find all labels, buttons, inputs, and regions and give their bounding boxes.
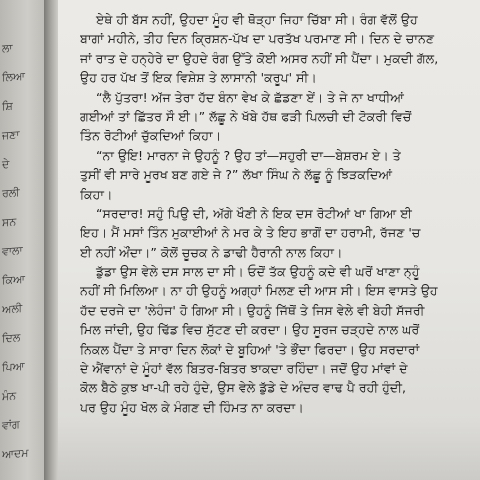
text-line: ਹੱਦ ਦਰਜੇ ਦਾ 'ਲੇਹੰਜ' ਹੋ ਗਿਆ ਸੀ। ਉਹਨੂੰ ਜਿੱਥੋਂ ਤੇ ਜਿਸ ਵੇਲੇ ਵੀ ਬੇਹੀ ਸੱਜਰੀ	[80, 302, 425, 318]
text-line: ਕਿਹਾ।	[80, 186, 113, 202]
text-line: ਨਹੀਂ ਸੀ ਮਿਲਿਆ। ਨਾ ਹੀ ਉਹਨੂੰ ਅਗ੍ਹਾਂ ਮਿਲਣ ਦੀ ਆਸ ਸੀ। ਇਸ ਵਾਸਤੇ ਉਹ	[80, 283, 438, 299]
facing-page-fragment: ਮੰਨ	[2, 389, 17, 404]
facing-page-fragment: ਵਾਲਾ	[2, 243, 23, 259]
facing-page-fragment: ਸਨ	[2, 215, 17, 230]
text-line: “ਲੈ ਪੁੱਤਰਾ! ਅੱਜ ਤੇਰਾ ਹੱਦ ਬੰਨਾ ਵੇਖ ਕੇ ਛੱਡਣਾ ਏਂ। ਤੇ ਜੇ ਨਾ ਖਾਧੀਆਂ	[96, 89, 405, 105]
page-text	[80, 10, 472, 417]
facing-page-fragment: ਲਾ	[2, 41, 13, 56]
text-line: ਜਾਂ ਰਾਤ ਦੇ ਹਨ੍ਹੇਰੇ ਦਾ ਉਹਦੇ ਰੰਗ ਉੱਤੇ ਕੋਈ ਅਸਰ ਨਹੀਂ ਸੀ ਪੈਂਦਾ। ਮੁਕਦੀ ਗੱਲ,	[80, 50, 439, 66]
text-line: ਇਹ। ਮੈਂ ਮਸਾਂ ਤਿੰਨ ਮੁਕਾਈਆਂ ਨੇ ਮਰ ਕੇ ਤੇ ਇਹ ਭਾਗੋਂ ਦਾ ਹਰਾਮੀ, ਰੱਜਣ 'ਚ	[80, 225, 421, 241]
facing-page-fragment: ਕਿਆ	[2, 272, 26, 288]
facing-page-fragment: ਲਿਆ	[2, 69, 25, 85]
text-line: ਪਰ ਉਹ ਮੂੰਹ ਖੋਲ ਕੇ ਮੰਗਣ ਦੀ ਹਿੰਮਤ ਨਾ ਕਰਦਾ।	[80, 399, 304, 415]
text-line: ਏਥੇ ਹੀ ਬੱਸ ਨਹੀਂ, ਉਹਦਾ ਮੂੰਹ ਵੀ ਥੋੜ੍ਹਾ ਜਿਹਾ ਚਿੱਬਾ ਸੀ। ਰੰਗ ਵੱਲੋਂ ਉਹ	[96, 12, 418, 27]
text-line: ਤਿੰਨ ਰੋਟੀਆਂ ਚੁੱਕਦਿਆਂ ਕਿਹਾ।	[80, 128, 222, 144]
facing-page-fragment: ਰਲੀ	[2, 185, 20, 201]
facing-page-fragment: ਸ਼ਿ	[2, 99, 13, 114]
text-line: ਦੇ ਐਂਵਾਨਾਂ ਦੇ ਮੂੰਹਾਂ ਵੱਲ ਬਿਤਰ-ਬਿਤਰ ਝਾਕਦਾ ਰਹਿੰਦਾ। ਜਦੋਂ ਉਹ ਮਾਂਵਾਂ ਦੇ	[80, 361, 408, 377]
text-line: ਤੁਸੀਂ ਵੀ ਸਾਰੇ ਮੂਰਖ ਬਣ ਗਏ ਜੇ ?” ਲੱਖਾ ਸਿੰਘ ਨੇ ਲੱਛੂ ਨੂੰ ਝਿੜਕਦਿਆਂ	[80, 167, 393, 183]
text-line: ਡੁੱਡਾ ਉਸ ਵੇਲੇ ਦਸ ਸਾਲ ਦਾ ਸੀ। ਓਦੋਂ ਤੱਕ ਉਹਨੂੰ ਕਦੇ ਵੀ ਘਰੋਂ ਖਾਣਾ ਨ੍ਹੂੰ	[96, 264, 420, 280]
text-line: “ਸਰਦਾਰ! ਸਹੁੰ ਪਿਉ ਦੀ, ਅੱਗੇ ਖੌਣੀ ਨੇ ਇਕ ਦਸ ਰੋਟੀਆਂ ਖਾ ਗਿਆ ਈ	[96, 205, 412, 221]
text-line: “ਨਾ ਉਇ! ਮਾਰਨਾ ਜੇ ਉਹਨੂੰ ? ਉਹ ਤਾਂ—ਸਹੁਰੀ ਦਾ—ਬੇਸ਼ਰਮ ਏ। ਤੇ	[96, 147, 401, 163]
facing-page	[0, 0, 46, 480]
text-line: ਮਿਲ ਜਾਂਦੀ, ਉਹ ਢਿੱਡ ਵਿਚ ਸੁੱਟਣ ਦੀ ਕਰਦਾ। ਉਹ ਸੂਰਜ ਚੜ੍ਹਦੇ ਨਾਲ ਘਰੋਂ	[80, 322, 420, 338]
text-line: ਬਾਗਾਂ ਮਹੀਨੇ, ਤੀਹ ਦਿਨ ਕ੍ਰਿਸ਼ਨ-ਪੱਖ ਦਾ ਪਰਤੱਖ ਪਰਮਾਣ ਸੀ। ਦਿਨ ਦੇ ਚਾਨਣ	[80, 31, 435, 47]
facing-page-fragment: ਵਾਂਗ	[2, 417, 20, 433]
text-line: ਉਹ ਹਰ ਪੱਖ ਤੋਂ ਇਕ ਵਿਸ਼ੇਸ਼ ਤੇ ਲਾਸਾਨੀ 'ਕਰੂਪ' ਸੀ।	[80, 70, 317, 86]
page-shadow	[58, 420, 480, 480]
book-page	[58, 0, 480, 480]
facing-page-fragment: ਪਿਆ	[2, 359, 25, 375]
facing-page-fragment: ਜਣਾ	[2, 127, 20, 143]
text-line: ਗਈਆਂ ਤਾਂ ਛਿੱਤਰ ਸੌ ਈ।” ਲੱਛੂ ਨੇ ਖੱਬੇ ਹੱਥ ਫੜੀ ਪਿਲਚੀ ਦੀ ਟੋਕਰੀ ਵਿਚੋਂ	[80, 108, 412, 124]
facing-page-fragment: ਅਲੀ	[2, 301, 23, 317]
facing-page-fragment: ਆਦਮ	[2, 446, 29, 462]
facing-page-fragment: ਦਿਲ	[2, 330, 21, 346]
text-line: ਈ ਨਹੀਂ ਔਂਦਾ।” ਕੋਲੋਂ ਚੂਚਕ ਨੇ ਡਾਢੀ ਹੈਰਾਨੀ ਨਾਲ ਕਿਹਾ।	[80, 244, 343, 260]
facing-page-fragment: ਦੇ	[2, 157, 10, 172]
text-line: ਨਿਕਲ ਪੈਂਦਾ ਤੇ ਸਾਰਾ ਦਿਨ ਲੋਕਾਂ ਦੇ ਬੂਹਿਆਂ 'ਤੇ ਭੌਂਦਾ ਫਿਰਦਾ। ਉਹ ਸਰਦਾਰਾਂ	[80, 341, 420, 357]
text-line: ਕੋਲ ਬੈਠੇ ਕੁਝ ਖਾ-ਪੀ ਰਹੇ ਹੁੰਦੇ, ਉਸ ਵੇਲੇ ਡੁੱਡੇ ਦੇ ਅੰਦਰ ਵਾਢ ਪੈ ਰਹੀ ਹੁੰਦੀ,	[80, 380, 407, 396]
